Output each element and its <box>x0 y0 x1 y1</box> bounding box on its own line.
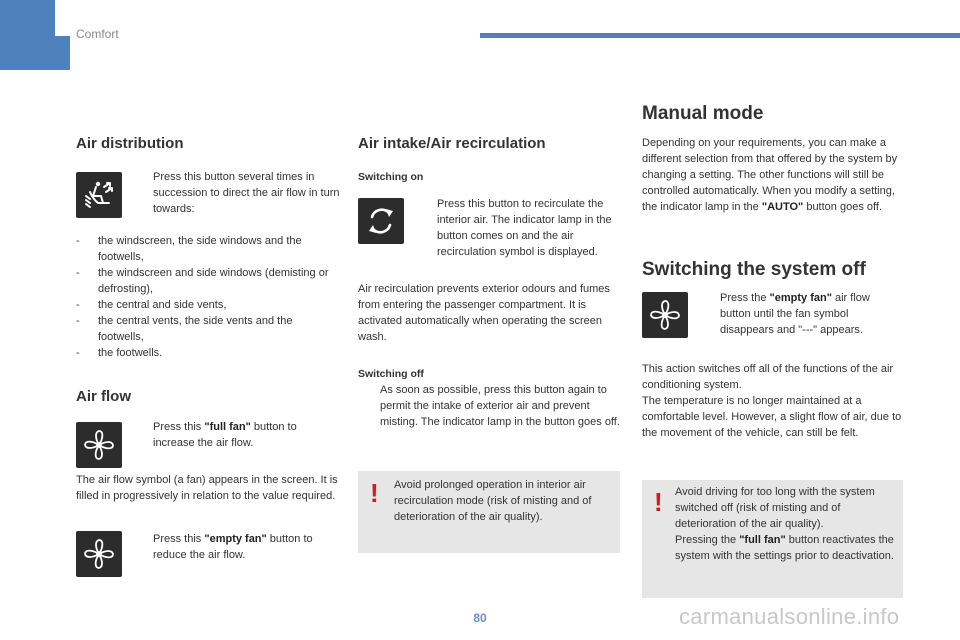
text-run: air flow button until the fan symbol disappears and "---" appears. <box>720 292 870 336</box>
section-label: Comfort <box>76 27 119 41</box>
instruction-text: Press this button to recirculate the interior air. The indicator lamp in the button comes on and the air recirculation symbol is displayed. <box>437 198 612 258</box>
switching-on-subtitle: Switching on <box>358 171 424 183</box>
list-item <box>76 265 338 297</box>
full-fan-label: "full fan" <box>204 421 251 433</box>
air-flow-description: The air flow symbol (a fan) appears in the screen. It is filled in progressively in relation to the value required. <box>76 474 338 502</box>
watermark: carmanualsonline.info <box>679 604 900 629</box>
empty-fan-icon <box>642 292 688 338</box>
page-number: 80 <box>473 611 487 625</box>
auto-label: "AUTO" <box>761 201 804 213</box>
dash: - <box>76 347 80 359</box>
dash: - <box>76 267 80 279</box>
full-fan-instruction <box>131 419 341 451</box>
option-text: the windscreen and side windows (demisting or defrosting), <box>98 267 329 295</box>
option-text: the windscreen, the side windows and the footwells, <box>98 235 302 263</box>
list-item <box>76 297 338 313</box>
recirculation-icon <box>358 198 404 244</box>
text-run: Pressing the <box>675 534 740 546</box>
bullet-marker <box>358 382 380 430</box>
bullet-marker <box>131 169 153 217</box>
warning-icon: ! <box>654 487 663 517</box>
system-off-title: Switching the system off <box>642 259 866 280</box>
warning-text: Avoid prolonged operation in interior air recirculation mode (risk of misting and of deterioration of the air quality). <box>394 479 592 523</box>
list-item <box>76 233 338 265</box>
empty-fan-label: "empty fan" <box>204 533 267 545</box>
paragraph <box>675 532 895 564</box>
instruction-text: As soon as possible, press this button again to permit the intake of exterior air and prevent misting. The indicator lamp in the button goes off. <box>380 384 620 428</box>
manual-mode-description <box>642 135 904 215</box>
list-item <box>76 345 338 361</box>
paragraph: This action switches off all of the functions of the air conditioning system. <box>642 363 894 391</box>
corner-gap <box>55 0 70 36</box>
warning-icon: ! <box>370 478 379 508</box>
system-off-instruction <box>698 290 898 338</box>
text-run: button goes off. <box>803 201 882 213</box>
air-distribution-options <box>76 233 338 361</box>
air-flow-title: Air flow <box>76 388 131 405</box>
text-run: button to reduce the air flow. <box>153 533 313 561</box>
full-fan-label: "full fan" <box>739 534 786 546</box>
recirculation-button <box>358 198 404 244</box>
option-text: the central vents, the side vents and the footwells, <box>98 315 293 343</box>
switching-off-subtitle: Switching off <box>358 368 424 380</box>
empty-fan-instruction <box>131 531 341 563</box>
empty-fan-icon <box>76 531 122 577</box>
air-distribution-title: Air distribution <box>76 135 184 152</box>
recirculation-warning-note <box>358 471 620 553</box>
system-off-warning-note <box>642 480 903 598</box>
instruction-text <box>720 290 898 338</box>
bullet-marker <box>131 419 153 451</box>
warning-text <box>675 484 895 564</box>
recirculation-description: Air recirculation prevents exterior odours and fumes from entering the passenger compartment. It is activated automatically when operating the screen wash. <box>358 283 610 343</box>
recirculation-on-instruction <box>415 196 620 260</box>
corner-tab-lower <box>0 36 70 70</box>
bullet-marker <box>131 531 153 563</box>
bullet-marker <box>415 196 437 260</box>
manual-mode-title: Manual mode <box>642 103 764 124</box>
dash: - <box>76 315 80 327</box>
empty-fan-button <box>76 531 122 577</box>
corner-tab <box>0 0 55 36</box>
air-distribution-icon <box>76 172 122 218</box>
instruction-text: Press this button several times in succession to direct the air flow in turn towards: <box>153 171 340 215</box>
air-distribution-instruction <box>131 169 341 217</box>
option-text: the central and side vents, <box>98 299 227 311</box>
dash: - <box>76 235 80 247</box>
instruction-text <box>153 419 341 451</box>
text-run: Press the <box>720 292 770 304</box>
full-fan-button <box>76 422 122 468</box>
paragraph: The temperature is no longer maintained at a comfortable level. However, a slight flow of air, due to the movement of the vehicle, can still be felt. <box>642 395 902 439</box>
header-rule <box>480 33 960 38</box>
dash: - <box>76 299 80 311</box>
system-off-description <box>642 361 904 441</box>
list-item <box>76 313 338 345</box>
air-intake-title: Air intake/Air recirculation <box>358 135 546 152</box>
text-run: button reactivates the system with the settings prior to deactivation. <box>675 534 894 562</box>
recirculation-off-instruction <box>358 382 622 430</box>
bullet-marker <box>698 290 720 338</box>
air-distribution-button <box>76 172 122 218</box>
option-text: the footwells. <box>98 347 163 359</box>
paragraph: Avoid driving for too long with the system switched off (risk of misting and of deterioration of the air quality). <box>675 486 875 530</box>
system-off-fan-button <box>642 292 688 338</box>
full-fan-icon <box>76 422 122 468</box>
instruction-text <box>153 531 341 563</box>
text-run: Depending on your requirements, you can make a different selection from that offered by the system by changing a setting. The other functions will still be controlled automatically. When you modify a setting, the indicator lamp in the <box>642 137 898 213</box>
text-run: Press this <box>153 533 205 545</box>
text-run: button to increase the air flow. <box>153 421 297 449</box>
text-run: Press this <box>153 421 205 433</box>
empty-fan-label: "empty fan" <box>769 292 832 304</box>
